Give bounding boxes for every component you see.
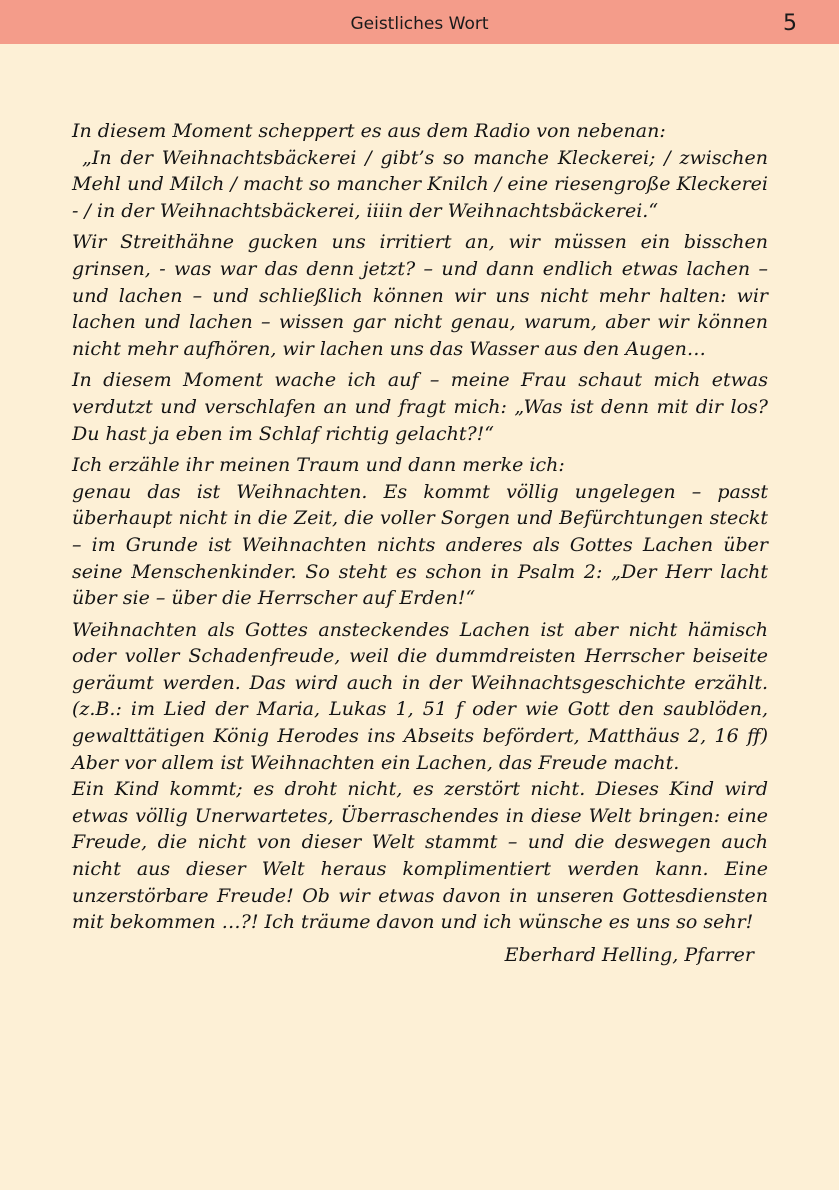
paragraph-child: Ein Kind kommt; es droht nicht, es zerstört nicht. Dieses Kind wird etwas völlig Unerwartetes, Überraschendes in diese Welt bringen: eine Freude, die nicht von dieser Welt stammt – und die deswegen auch nicht aus dieser Welt heraus komplimentiert werden kann. Eine unzerstörbare Freude! Ob wir etwas davon in unseren Gottesdiensten mit bekommen …?! Ich träume davon und ich wünsche es uns so sehr!	[72, 778, 768, 934]
paragraph-dream: Ich erzähle ihr meinen Traum und dann merke ich:	[72, 454, 565, 477]
paragraph-waking: In diesem Moment wache ich auf – meine Frau schaut mich etwas verdutzt und verschlafen an und fragt mich: „Was ist denn mit dir los? Du hast ja eben im Schlaf richtig gelacht?!“	[72, 369, 768, 445]
page-header	[0, 0, 839, 44]
paragraph-gods-laughter: Weihnachten als Gottes ansteckendes Lachen ist aber nicht hämisch oder voller Schadenfreude, weil die dummdreisten Herrscher beiseite geräumt werden. Das wird auch in der Weihnachtsgeschichte erzählt. (z.B.: im Lied der Maria, Lukas 1, 51 f oder wie Gott den saublöden, gewalttätigen König Herodes ins Abseits befördert, Matthäus 2, 16 ff) Aber vor allem ist Weihnachten ein Lachen, das Freude macht.	[72, 618, 768, 774]
page-number: 5	[783, 11, 797, 36]
paragraph-laughter: Wir Streithähne gucken uns irritiert an, wir müssen ein bisschen grinsen, - was war das denn jetzt? – und dann endlich etwas lachen – und lachen – und schließlich können wir uns nicht mehr halten: wir lachen und lachen – wissen gar nicht genau, warum, aber wir können nicht mehr aufhören, wir lachen uns das Wasser aus den Augen…	[72, 231, 768, 360]
signature: Eberhard Helling, Pfarrer	[504, 943, 754, 966]
paragraph-song-quote: „In der Weihnachtsbäckerei / gibt’s so manche Kleckerei; / zwischen Mehl und Milch / macht so mancher Knilch / eine riesengroße Kleckerei - / in der Weihnachtsbäckerei, iiiin der Weihnachtsbäckerei.“	[72, 146, 768, 222]
paragraph-christmas: genau das ist Weihnachten. Es kommt völlig ungelegen – passt überhaupt nicht in die Zeit, die voller Sorgen und Befürchtungen steckt – im Grunde ist Weihnachten nichts anderes als Gottes Lachen über seine Menschenkinder. So steht es schon in Psalm 2: „Der Herr lacht über sie – über die Herrscher auf Erden!“	[72, 480, 768, 610]
paragraph-intro: In diesem Moment scheppert es aus dem Radio von nebenan:	[72, 120, 666, 142]
article-body	[72, 118, 768, 973]
section-title: Geistliches Wort	[350, 14, 489, 34]
